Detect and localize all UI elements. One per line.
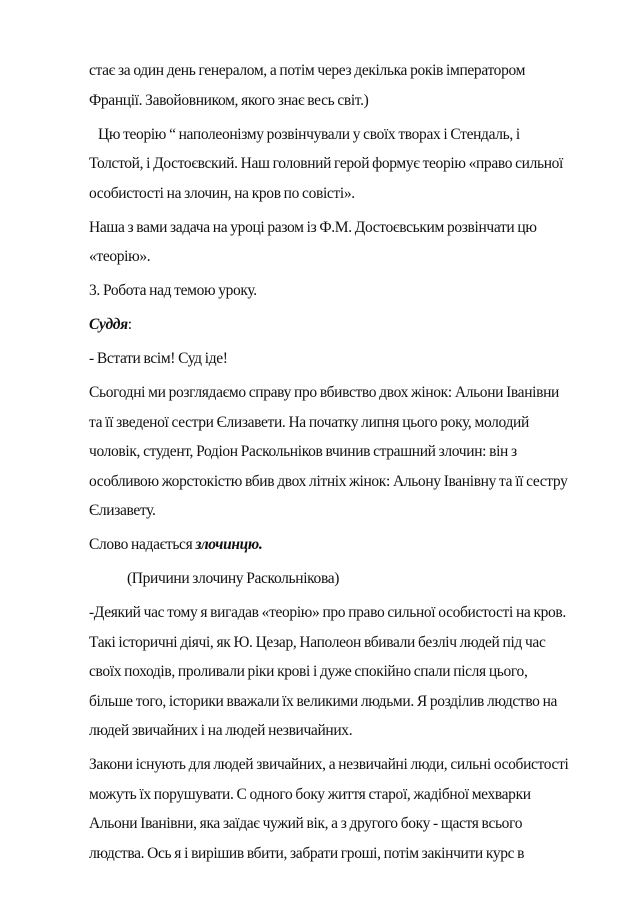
paragraph-floor-given	[89, 530, 601, 560]
text-line: людей звичайних і на людей незвичайних.	[89, 722, 353, 739]
paragraph-napoleon-end	[89, 56, 601, 115]
text-line: Толстой, і Достоєвский. Наш головний герой формує теорію «право сильної	[89, 155, 564, 172]
text-line: стає за один день генералом, а потім через декілька років імператором	[89, 62, 526, 79]
text-line: Наша з вами задача на уроці разом із Ф.М. Достоєвським розвінчати цю	[89, 218, 537, 236]
floor-given-prefix: Слово надається	[89, 536, 196, 553]
paragraph-crime-reasons	[89, 564, 601, 594]
text-line: особливою жорстокістю вбив двох літніх жінок: Альону Іванівну та її сестру	[89, 472, 568, 490]
text-line: Франції. Завойовником, якого знає весь світ.)	[89, 91, 369, 109]
text-line: особистості на злочин, на кров по совісті».	[89, 184, 355, 202]
paragraph-theory-explanation	[89, 598, 601, 746]
paragraph-lesson-step	[89, 276, 601, 306]
text-line: -Деякий час тому я вигадав «теорію» про право сильної особистості на кров.	[89, 604, 566, 621]
text-line: Такі історичні діячі, як Ю. Цезар, Наполеон вбивали безліч людей під час	[89, 633, 546, 651]
text-line: Закони існують для людей звичайних, а незвичайні люди, сильні особистості	[89, 756, 569, 773]
paragraph-judge-label	[89, 310, 601, 340]
criminal-emphasis: злочинцю.	[195, 536, 263, 553]
text-line	[89, 310, 601, 340]
text-line: Альони Іванівни, яка заїдає чужий вік, а з другого боку - щастя всього	[89, 815, 523, 832]
text-line: та її зведеної сестри Єлизавети. На початку липня цього року, молодий	[89, 413, 529, 431]
judge-colon: :	[127, 316, 132, 333]
text-line: 3. Робота над темою уроку.	[89, 282, 257, 299]
paragraph-court-call	[89, 344, 601, 374]
text-line: можуть їх порушувати. С одного боку життя старої, жадібної мехварки	[89, 785, 531, 803]
document-body	[89, 56, 601, 868]
paragraph-laws	[89, 750, 601, 868]
paragraph-napoleonism-theory	[89, 120, 601, 209]
text-line: своїх походів, проливали ріки крові і дуже спокійно спали після цього,	[89, 663, 528, 680]
text-line: Єлизавету.	[89, 502, 156, 519]
paragraph-case-description	[89, 378, 601, 526]
text-line: Цю теорію “ наполеонізму розвінчували у своїх творах і Стендаль, і	[98, 125, 520, 143]
text-line: більше того, історики вважали їх великими людьми. Я розділив людство на	[89, 692, 558, 710]
text-line: «теорію».	[89, 248, 151, 265]
text-line: чоловік, студент, Родіон Раскольніков вчинив страшний злочин: він з	[89, 443, 517, 460]
text-line: людства. Ось я і вирішив вбити, забрати гроші, потім закінчити курс в	[89, 844, 525, 862]
text-line: - Встати всім! Суд іде!	[89, 350, 228, 367]
text-line: Сьогодні ми розглядаємо справу про вбивство двох жінок: Альони Іванівни	[89, 384, 559, 401]
paragraph-lesson-task	[89, 213, 601, 272]
text-line: (Причини злочину Раскольнікова)	[127, 570, 340, 587]
text-line	[89, 530, 601, 560]
judge-label: Суддя	[89, 316, 128, 333]
